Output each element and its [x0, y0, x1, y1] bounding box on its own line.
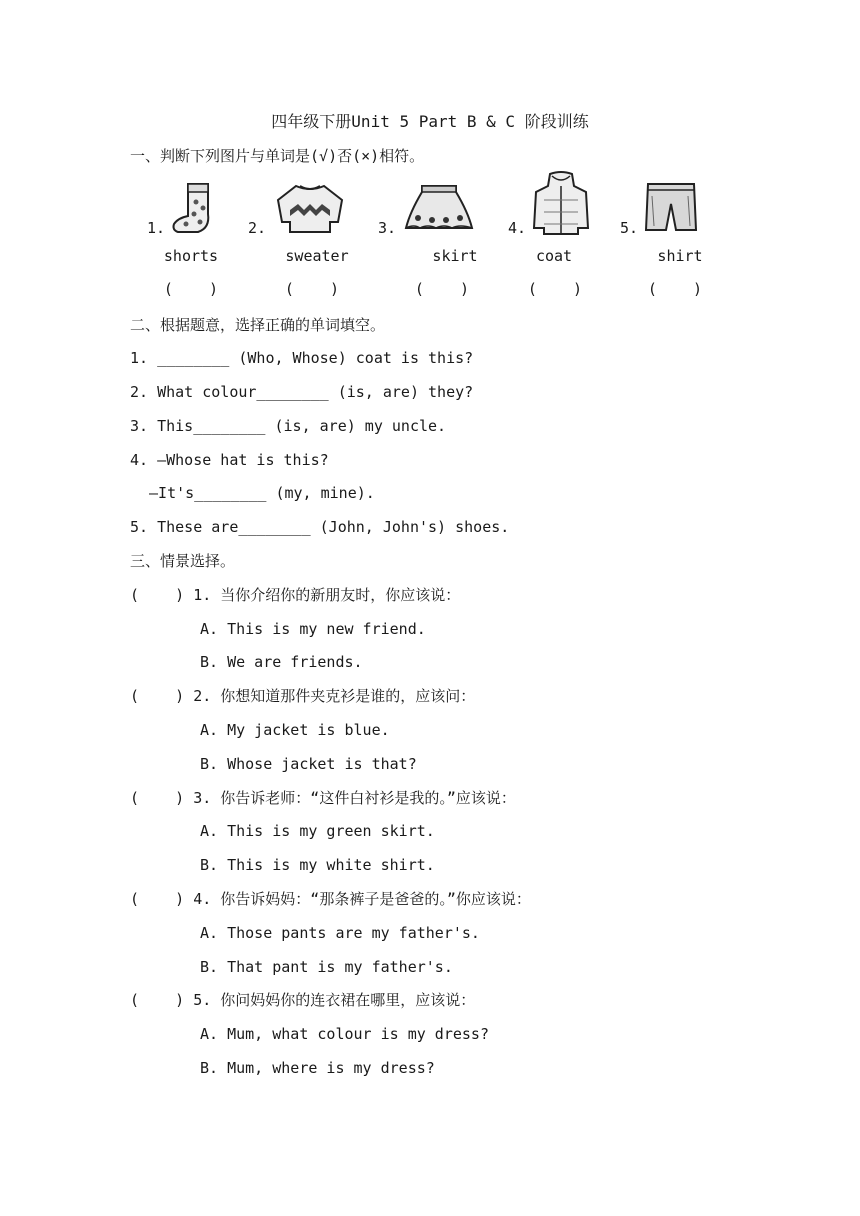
- page-title: 四年级下册Unit 5 Part B & C 阶段训练: [271, 112, 589, 131]
- fill-line-4: 4. —Whose hat is this?: [130, 451, 329, 469]
- item-4-number: 4.: [508, 219, 527, 237]
- fill-line-2[interactable]: 2. What colour________ (is, are) they?: [130, 383, 474, 401]
- question-3-option-b: B. This is my white shirt.: [200, 856, 435, 874]
- item-2-word: sweater: [285, 247, 349, 265]
- coat-icon: [530, 170, 592, 236]
- question-2-option-b: B. Whose jacket is that?: [200, 755, 417, 773]
- question-4-option-b: B. That pant is my father's.: [200, 958, 453, 976]
- question-2-option-a: A. My jacket is blue.: [200, 721, 390, 739]
- item-2-number: 2.: [248, 219, 267, 237]
- fill-line-5[interactable]: 5. These are________ (John, John's) shoes.: [130, 518, 510, 536]
- question-5-stem[interactable]: ( ) 5. 你问妈妈你的连衣裙在哪里，应该说：: [130, 991, 476, 1009]
- item-1-answer[interactable]: ( ): [163, 280, 219, 298]
- item-1-number: 1.: [147, 219, 166, 237]
- item-3-number: 3.: [378, 219, 397, 237]
- fill-line-3[interactable]: 3. This________ (is, are) my uncle.: [130, 417, 447, 435]
- question-5-option-a: A. Mum, what colour is my dress?: [200, 1025, 489, 1043]
- skirt-icon: [402, 182, 476, 234]
- item-3-answer[interactable]: ( ): [414, 280, 470, 298]
- section-3-heading: 三、情景选择。: [130, 552, 236, 570]
- fill-line-1[interactable]: 1. ________ (Who, Whose) coat is this?: [130, 349, 474, 367]
- question-1-stem[interactable]: ( ) 1. 当你介绍你的新朋友时，你应该说：: [130, 586, 461, 604]
- question-4-stem[interactable]: ( ) 4. 你告诉妈妈：“那条裤子是爸爸的。”你应该说：: [130, 890, 531, 908]
- item-4-word: coat: [535, 247, 573, 265]
- question-2-stem[interactable]: ( ) 2. 你想知道那件夹克衫是谁的，应该问：: [130, 687, 476, 705]
- section-2-heading: 二、根据题意，选择正确的单词填空。: [130, 316, 386, 334]
- section-1-heading: 一、判断下列图片与单词是(√)否(×)相符。: [130, 147, 425, 165]
- sweater-icon: [272, 182, 348, 234]
- item-3-word: skirt: [432, 247, 478, 265]
- question-5-option-b: B. Mum, where is my dress?: [200, 1059, 435, 1077]
- item-4-answer[interactable]: ( ): [527, 280, 583, 298]
- question-1-option-a: A. This is my new friend.: [200, 620, 426, 638]
- item-5-word: shirt: [657, 247, 703, 265]
- item-5-number: 5.: [620, 219, 639, 237]
- item-1-word: shorts: [163, 247, 219, 265]
- question-3-option-a: A. This is my green skirt.: [200, 822, 435, 840]
- item-2-answer[interactable]: ( ): [284, 280, 340, 298]
- shorts-icon: [642, 180, 700, 236]
- question-1-option-b: B. We are friends.: [200, 653, 363, 671]
- question-4-option-a: A. Those pants are my father's.: [200, 924, 480, 942]
- fill-line-4b[interactable]: —It's________ (my, mine).: [140, 484, 375, 502]
- question-3-stem[interactable]: ( ) 3. 你告诉老师：“这件白衬衫是我的。”应该说：: [130, 789, 516, 807]
- item-5-answer[interactable]: ( ): [647, 280, 703, 298]
- sock-icon: [170, 180, 222, 236]
